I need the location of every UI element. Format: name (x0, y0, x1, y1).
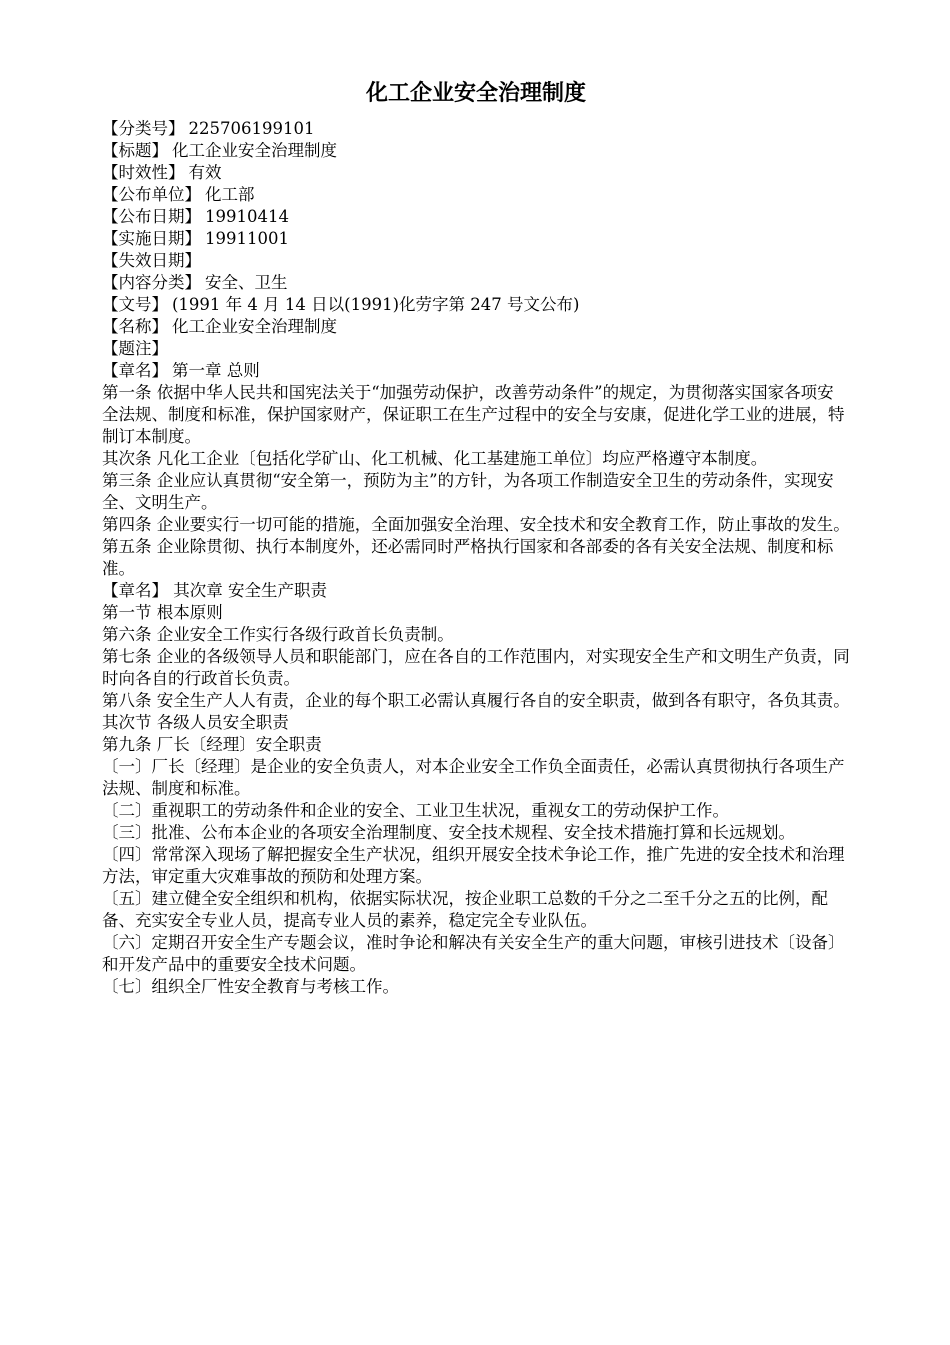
meta-row-effective-date (102, 228, 850, 250)
list-item: 〔四〕常常深入现场了解把握安全生产状况，组织开展安全技术争论工作，推广先进的安全技术和治理方法，审定重大灾难事故的预防和处理方案。 (102, 845, 845, 886)
meta-key: 【分类号】 (102, 119, 185, 138)
article-paragraph: 第九条 厂长〔经理〕安全职责 (102, 735, 322, 754)
meta-value: 19910414 (205, 207, 289, 226)
meta-row-issue-date (102, 206, 850, 228)
meta-row-category-number (102, 118, 850, 140)
meta-key: 【公布单位】 (102, 185, 201, 204)
list-item: 〔六〕定期召开安全生产专题会议，准时争论和解决有关安全生产的重大问题，审核引进技术〔设备〕和开发产品中的重要安全技术问题。 (102, 933, 845, 974)
article-paragraph: 其次条 凡化工企业〔包括化学矿山、化工机械、化工基建施工单位〕均应严格遵守本制度。 (102, 449, 768, 468)
meta-row-expiry-date (102, 250, 850, 272)
meta-key: 【文号】 (102, 295, 168, 314)
meta-value: 225706199101 (188, 119, 315, 138)
meta-row-document-number (102, 294, 850, 316)
meta-value: 化工企业安全治理制度 (172, 141, 337, 160)
meta-row-annotation (102, 338, 850, 360)
meta-value: 有效 (188, 163, 222, 182)
list-item: 〔五〕建立健全安全组织和机构，依据实际状况，按企业职工总数的千分之二至千分之五的比例，配备、充实安全专业人员，提高专业人员的素养，稳定完全专业队伍。 (102, 889, 828, 930)
document-title: 化工企业安全治理制度 (365, 81, 586, 106)
meta-key: 【失效日期】 (102, 251, 201, 270)
meta-key: 【实施日期】 (102, 229, 201, 248)
meta-row-title (102, 140, 850, 162)
meta-row-validity (102, 162, 850, 184)
article-paragraph: 第七条 企业的各级领导人员和职能部门，应在各自的工作范围内，对实现安全生产和文明生产负责，同时向各自的行政首长负责。 (102, 647, 850, 688)
article-paragraph: 第六条 企业安全工作实行各级行政首长负责制。 (102, 625, 454, 644)
meta-row-chapter-name (102, 360, 850, 382)
article-paragraph: 第八条 安全生产人人有责，企业的每个职工必需认真履行各自的安全职责，做到各有职守，各负其责。 (102, 691, 850, 710)
section-heading: 第一节 根本原则 (102, 603, 223, 622)
meta-value: 化工部 (205, 185, 255, 204)
meta-key: 【题注】 (102, 339, 168, 358)
section-heading: 其次节 各级人员安全职责 (102, 713, 289, 732)
meta-value: (1991 年 4 月 14 日以(1991)化劳字第 247 号文公布) (172, 295, 580, 314)
meta-key: 【名称】 (102, 317, 168, 336)
meta-row-name (102, 316, 850, 338)
article-paragraph: 第五条 企业除贯彻、执行本制度外，还必需同时严格执行国家和各部委的各有关安全法规、制度和标准。 (102, 537, 834, 578)
article-paragraph: 第三条 企业应认真贯彻“安全第一，预防为主”的方针，为各项工作制造安全卫生的劳动条件，实现安全、文明生产。 (102, 471, 834, 512)
meta-key: 【标题】 (102, 141, 168, 160)
meta-key: 【章名】 (102, 361, 168, 380)
document-body (102, 382, 850, 998)
document-page (102, 78, 850, 998)
list-item: 〔二〕重视职工的劳动条件和企业的安全、工业卫生状况，重视女工的劳动保护工作。 (102, 801, 729, 820)
meta-value: 安全、卫生 (205, 273, 288, 292)
meta-row-content-category (102, 272, 850, 294)
article-paragraph: 第四条 企业要实行一切可能的措施，全面加强安全治理、安全技术和安全教育工作，防止事故的发生。 (102, 515, 850, 534)
meta-key: 【时效性】 (102, 163, 185, 182)
chapter-heading: 【章名】 其次章 安全生产职责 (102, 581, 327, 600)
meta-row-issuing-unit (102, 184, 850, 206)
list-item: 〔一〕厂长〔经理〕是企业的安全负责人，对本企业安全工作负全面责任，必需认真贯彻执行各项生产法规、制度和标准。 (102, 757, 845, 798)
list-item: 〔三〕批准、公布本企业的各项安全治理制度、安全技术规程、安全技术措施打算和长远规划。 (102, 823, 795, 842)
meta-value: 第一章 总则 (172, 361, 260, 380)
metadata-list (102, 118, 850, 382)
meta-key: 【内容分类】 (102, 273, 201, 292)
meta-value: 19911001 (205, 229, 289, 248)
article-paragraph: 第一条 依据中华人民共和国宪法关于“加强劳动保护，改善劳动条件”的规定，为贯彻落实国家各项安全法规、制度和标准，保护国家财产，保证职工在生产过程中的安全与安康，促进化学工业的进展，特制订本制度。 (102, 383, 845, 446)
list-item: 〔七〕组织全厂性安全教育与考核工作。 (102, 977, 399, 996)
meta-value: 化工企业安全治理制度 (172, 317, 337, 336)
meta-key: 【公布日期】 (102, 207, 201, 226)
